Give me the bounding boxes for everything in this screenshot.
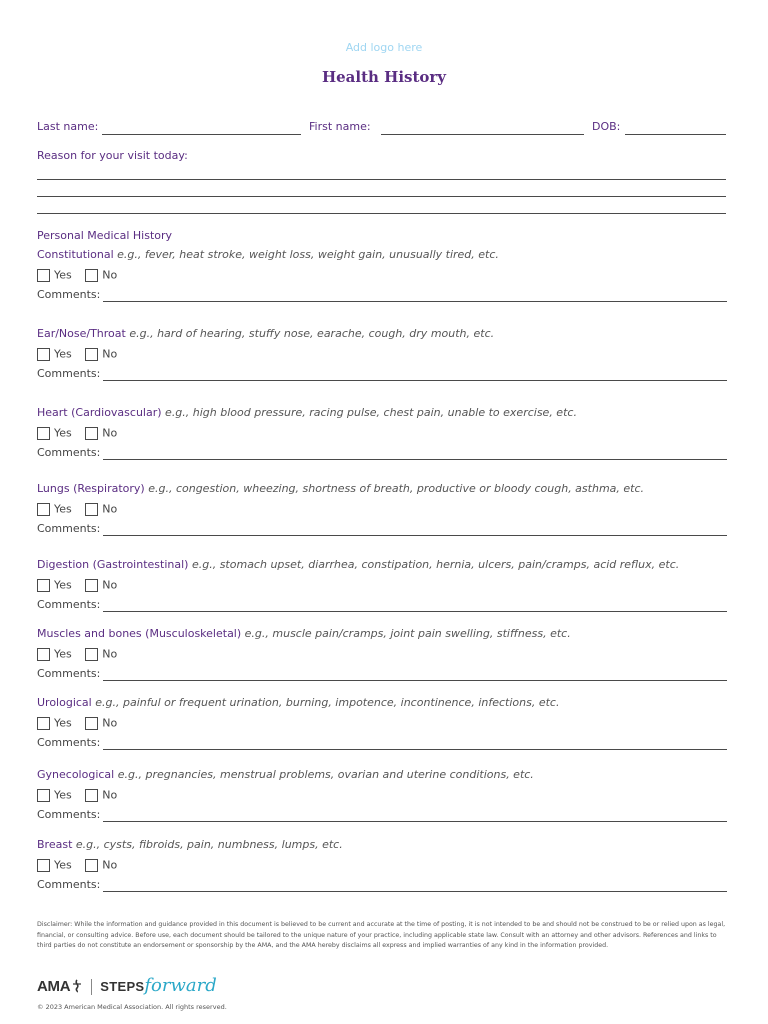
comments-field[interactable]: [103, 459, 727, 460]
section-title: Muscles and bones (Musculoskeletal): [37, 627, 242, 640]
yes-checkbox[interactable]: [37, 648, 50, 661]
no-checkbox[interactable]: [85, 579, 98, 592]
no-label: No: [102, 788, 118, 802]
section-title: Breast: [37, 838, 73, 851]
section-heart: [37, 406, 727, 478]
ama-steps-forward-logo: [37, 975, 217, 997]
logo-divider: [91, 979, 92, 995]
no-option[interactable]: [85, 426, 117, 440]
section-urological: [37, 696, 727, 768]
comments-label: Comments:: [37, 808, 101, 821]
section-ear-nose-throat: [37, 327, 727, 399]
logo-placeholder: Add logo here: [345, 41, 423, 54]
comments-label: Comments:: [37, 367, 101, 380]
last-name-label: Last name:: [37, 120, 99, 133]
no-label: No: [102, 502, 118, 516]
yes-option[interactable]: [37, 788, 72, 802]
comments-label: Comments:: [37, 446, 101, 459]
no-option[interactable]: [85, 647, 117, 661]
no-checkbox[interactable]: [85, 859, 98, 872]
no-label: No: [102, 716, 118, 730]
section-title: Digestion (Gastrointestinal): [37, 558, 189, 571]
yes-option[interactable]: [37, 502, 72, 516]
no-checkbox[interactable]: [85, 427, 98, 440]
page-title: Health History: [321, 68, 447, 86]
yes-label: Yes: [54, 716, 72, 730]
dob-field[interactable]: [625, 134, 726, 135]
section-digestion: [37, 558, 727, 630]
yes-option[interactable]: [37, 578, 72, 592]
section-examples: e.g., painful or frequent urination, burning, impotence, incontinence, infections, etc.: [95, 696, 560, 709]
no-option[interactable]: [85, 858, 117, 872]
no-label: No: [102, 268, 118, 282]
no-checkbox[interactable]: [85, 648, 98, 661]
section-examples: e.g., pregnancies, menstrual problems, ovarian and uterine conditions, etc.: [117, 768, 534, 781]
no-checkbox[interactable]: [85, 348, 98, 361]
yes-label: Yes: [54, 858, 72, 872]
yes-option[interactable]: [37, 268, 72, 282]
comments-label: Comments:: [37, 736, 101, 749]
reason-label: Reason for your visit today:: [37, 149, 188, 162]
reason-line-2[interactable]: [37, 196, 726, 197]
no-label: No: [102, 858, 118, 872]
steps-logo-text: STEPS: [100, 979, 145, 994]
comments-label: Comments:: [37, 288, 101, 301]
last-name-field[interactable]: [102, 134, 301, 135]
comments-field[interactable]: [103, 749, 727, 750]
comments-label: Comments:: [37, 598, 101, 611]
section-muscles-bones: [37, 627, 727, 699]
yes-label: Yes: [54, 578, 72, 592]
yes-label: Yes: [54, 347, 72, 361]
yes-checkbox[interactable]: [37, 579, 50, 592]
comments-label: Comments:: [37, 878, 101, 891]
no-option[interactable]: [85, 578, 117, 592]
comments-label: Comments:: [37, 667, 101, 680]
section-gynecological: [37, 768, 727, 840]
yes-checkbox[interactable]: [37, 269, 50, 282]
no-label: No: [102, 578, 118, 592]
first-name-label: First name:: [309, 120, 371, 133]
comments-field[interactable]: [103, 535, 727, 536]
yes-label: Yes: [54, 788, 72, 802]
section-examples: e.g., cysts, fibroids, pain, numbness, lumps, etc.: [75, 838, 343, 851]
copyright-text: © 2023 American Medical Association. All rights reserved.: [37, 1003, 227, 1011]
no-option[interactable]: [85, 268, 117, 282]
reason-line-1[interactable]: [37, 179, 726, 180]
section-title: Constitutional: [37, 248, 114, 261]
section-title: Heart (Cardiovascular): [37, 406, 162, 419]
section-examples: e.g., stomach upset, diarrhea, constipation, hernia, ulcers, pain/cramps, acid reflux, etc.: [191, 558, 680, 571]
ama-seal-icon: [71, 979, 83, 993]
personal-medical-history-heading: Personal Medical History: [37, 229, 173, 242]
comments-field[interactable]: [103, 301, 727, 302]
no-option[interactable]: [85, 788, 117, 802]
forward-logo-text: forward: [144, 975, 217, 996]
section-title: Ear/Nose/Throat: [37, 327, 126, 340]
section-examples: e.g., congestion, wheezing, shortness of breath, productive or bloody cough, asthma, etc.: [148, 482, 645, 495]
yes-option[interactable]: [37, 858, 72, 872]
yes-label: Yes: [54, 647, 72, 661]
no-checkbox[interactable]: [85, 717, 98, 730]
section-examples: e.g., high blood pressure, racing pulse, chest pain, unable to exercise, etc.: [165, 406, 577, 419]
comments-field[interactable]: [103, 611, 727, 612]
section-title: Gynecological: [37, 768, 115, 781]
yes-checkbox[interactable]: [37, 348, 50, 361]
yes-label: Yes: [54, 426, 72, 440]
no-label: No: [102, 347, 118, 361]
yes-checkbox[interactable]: [37, 789, 50, 802]
section-constitutional: [37, 248, 727, 320]
yes-option[interactable]: [37, 716, 72, 730]
no-label: No: [102, 647, 118, 661]
yes-option[interactable]: [37, 426, 72, 440]
comments-field[interactable]: [103, 891, 727, 892]
no-option[interactable]: [85, 716, 117, 730]
section-breast: [37, 838, 727, 910]
comments-field[interactable]: [103, 821, 727, 822]
section-examples: e.g., fever, heat stroke, weight loss, weight gain, unusually tired, etc.: [117, 248, 499, 261]
yes-checkbox[interactable]: [37, 717, 50, 730]
comments-label: Comments:: [37, 522, 101, 535]
yes-checkbox[interactable]: [37, 859, 50, 872]
yes-checkbox[interactable]: [37, 503, 50, 516]
section-examples: e.g., muscle pain/cramps, joint pain swelling, stiffness, etc.: [244, 627, 571, 640]
section-title: Lungs (Respiratory): [37, 482, 145, 495]
yes-label: Yes: [54, 502, 72, 516]
no-checkbox[interactable]: [85, 269, 98, 282]
yes-checkbox[interactable]: [37, 427, 50, 440]
disclaimer-text: Disclaimer: While the information and guidance provided in this document is believed to be current and accurate at the time of posting, it is not intended to be and should not be construed to be or relied upon as legal, financial, or consulting advice. Before use, each document should be tailored to the unique nature of your practice, including applicable state law. Consult with an attorney and other advisors. References and links to third parties do not constitute an endorsement or sponsorship by the AMA, and the AMA hereby disclaims all express and implied warranties of any kind in the information provided.: [37, 921, 726, 949]
yes-option[interactable]: [37, 647, 72, 661]
reason-line-3[interactable]: [37, 213, 726, 214]
comments-field[interactable]: [103, 680, 727, 681]
yes-option[interactable]: [37, 347, 72, 361]
no-checkbox[interactable]: [85, 503, 98, 516]
dob-label: DOB:: [592, 120, 621, 133]
section-lungs: [37, 482, 727, 554]
section-examples: e.g., hard of hearing, stuffy nose, earache, cough, dry mouth, etc.: [129, 327, 495, 340]
first-name-field[interactable]: [381, 134, 584, 135]
section-title: Urological: [37, 696, 92, 709]
no-label: No: [102, 426, 118, 440]
no-checkbox[interactable]: [85, 789, 98, 802]
ama-logo-text: AMA: [37, 978, 71, 995]
no-option[interactable]: [85, 502, 117, 516]
yes-label: Yes: [54, 268, 72, 282]
no-option[interactable]: [85, 347, 117, 361]
comments-field[interactable]: [103, 380, 727, 381]
